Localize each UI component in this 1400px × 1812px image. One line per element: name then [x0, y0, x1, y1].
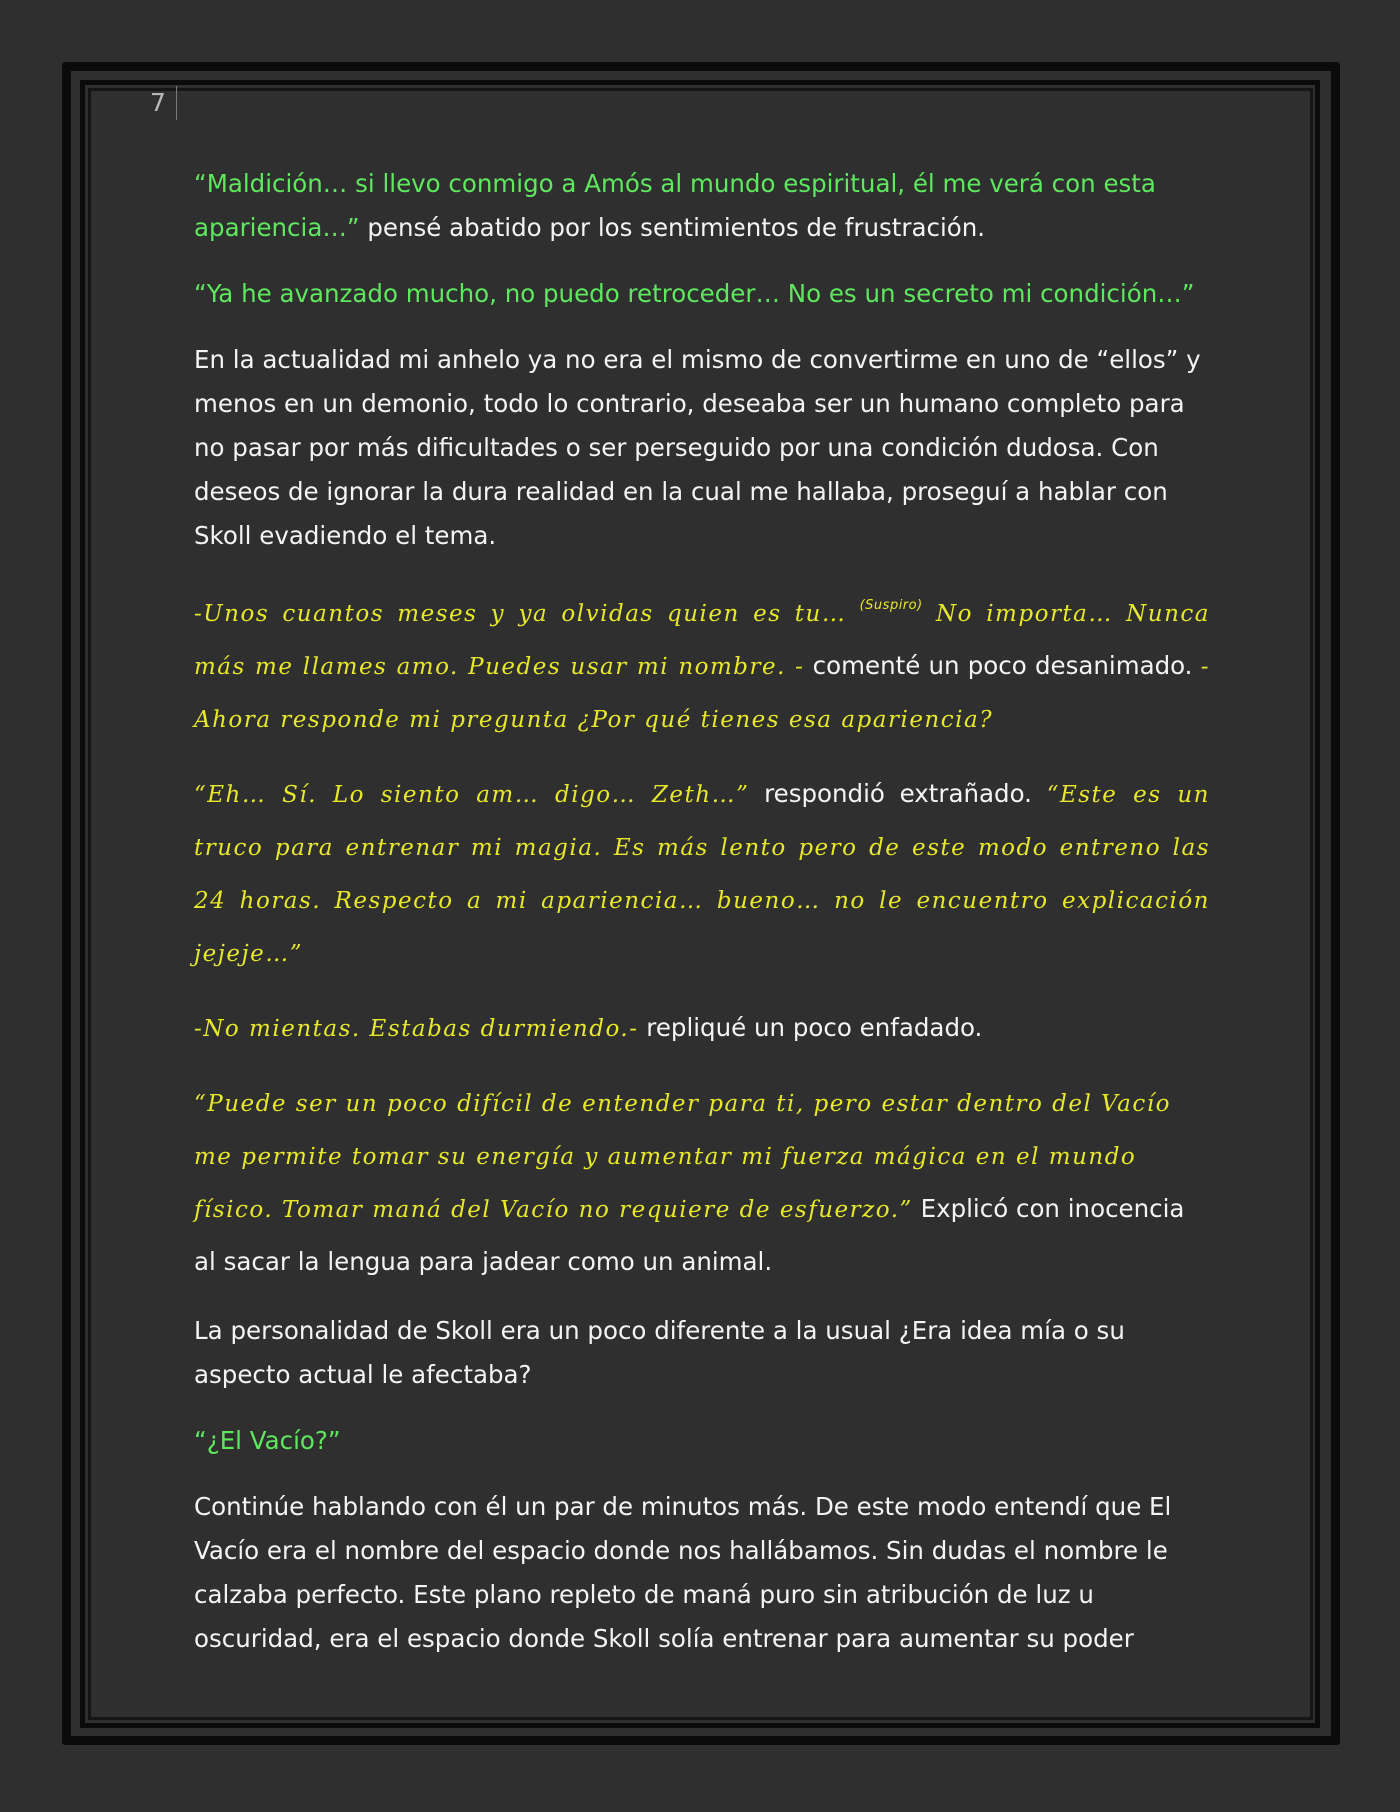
page-body: [194, 162, 1210, 1683]
paragraph-8-narration: La personalidad de Skoll era un poco diferente a la usual ¿Era idea mía o su aspecto actual le afectaba?: [194, 1316, 1125, 1389]
dialogue-text: “Eh… Sí. Lo siento am… digo… Zeth…”: [194, 782, 750, 808]
dialogue-text: “Este es un truco para entrenar mi magia. Es más lento pero de este modo entreno las 24 horas. Respecto a mi apariencia… bueno… no le encuentro explicación jejeje…”: [194, 782, 1210, 967]
narration-text: comenté un poco desanimado.: [804, 651, 1193, 680]
thought-text: “Maldición… si llevo conmigo a Amós al mundo espiritual, él me verá con esta apariencia…”: [194, 169, 1156, 242]
narration-text: pensé abatido por los sentimientos de frustración.: [359, 213, 986, 242]
paragraph-1: [194, 162, 1210, 250]
page-number: 7: [150, 86, 177, 120]
narration-text: repliqué un poco enfadado.: [638, 1013, 983, 1042]
paragraph-5-dialogue: [194, 768, 1210, 980]
dialogue-text: - Ahora responde mi pregunta ¿Por qué tienes esa apariencia?: [194, 654, 1210, 733]
dialogue-text: No importa… Nunca más me llames amo. Puedes usar mi nombre. -: [194, 601, 1211, 680]
paragraph-6-dialogue: [194, 1002, 1210, 1055]
narration-text: Explicó con inocencia al sacar la lengua para jadear como un animal.: [194, 1194, 1185, 1276]
paragraph-10-narration: Continúe hablando con él un par de minutos más. De este modo entendí que El Vacío era el nombre del espacio donde nos hallábamos. Sin dudas el nombre le calzaba perfecto. Este plano repleto de maná puro sin atribución de luz u oscuridad, era el espacio donde Skoll solía entrenar para aumentar su poder: [194, 1492, 1172, 1653]
dialogue-text: -Unos cuantos meses y ya olvidas quien es tu…: [194, 601, 860, 627]
paragraph-9-thought: “¿El Vacío?”: [194, 1426, 341, 1455]
dialogue-text: “Puede ser un poco difícil de entender para ti, pero estar dentro del Vacío me permite tomar su energía y aumentar mi fuerza mágica en el mundo físico. Tomar maná del Vacío no requiere de esfuerzo.”: [194, 1091, 1171, 1223]
paragraph-4-dialogue: [194, 580, 1210, 746]
narration-text: respondió extrañado.: [749, 779, 1047, 808]
paragraph-2-thought: “Ya he avanzado mucho, no puedo retroceder… No es un secreto mi condición…”: [194, 279, 1195, 308]
sigh-annotation: (Suspiro): [859, 598, 923, 613]
paragraph-7-dialogue: [194, 1077, 1210, 1287]
dialogue-text: -No mientas. Estabas durmiendo.-: [194, 1016, 639, 1042]
paragraph-3-narration: En la actualidad mi anhelo ya no era el mismo de convertirme en uno de “ellos” y menos en un demonio, todo lo contrario, deseaba ser un humano completo para no pasar por más dificultades o ser perseguido por una condición dudosa. Con deseos de ignorar la dura realidad en la cual me hallaba, proseguí a hablar con Skoll evadiendo el tema.: [194, 345, 1201, 550]
